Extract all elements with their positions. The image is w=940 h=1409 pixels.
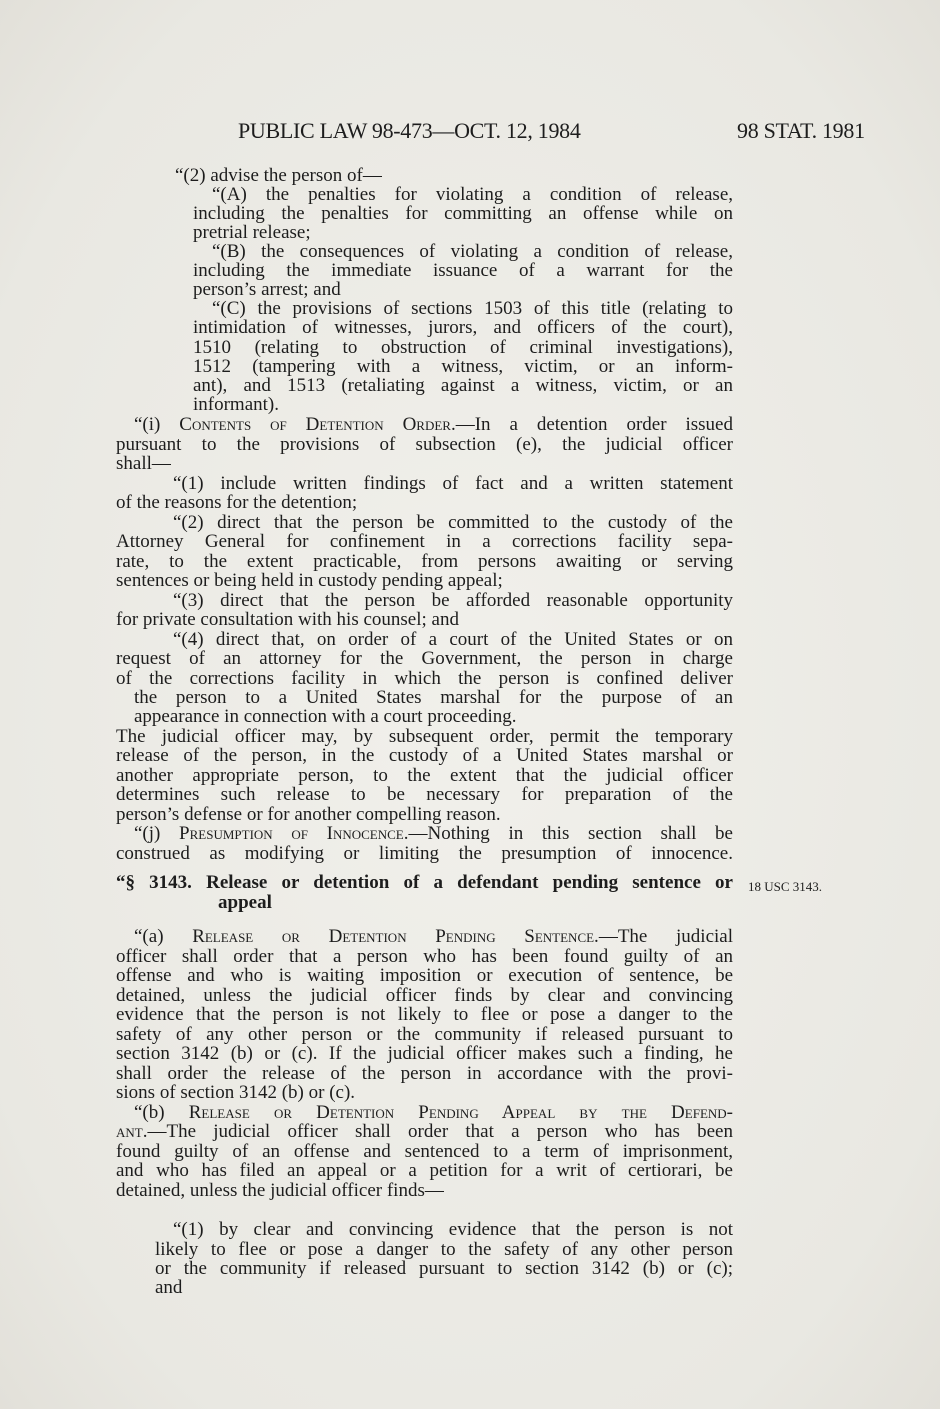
text-segment: “(j) — [134, 823, 180, 844]
text-line — [116, 454, 171, 474]
text-segment: detained, unless the judicial officer finds— — [116, 1180, 444, 1201]
text-segment: “(3) direct that the person be afforded reasonable opportunity — [173, 590, 733, 611]
text-line — [116, 844, 733, 864]
text-line — [116, 785, 733, 805]
text-segment: sentences or being held in custody pending appeal; — [116, 570, 503, 591]
text-line — [173, 474, 733, 494]
section-heading-line — [218, 893, 272, 913]
running-header-title: PUBLIC LAW 98-473—OCT. 12, 1984 — [238, 118, 581, 143]
text-line — [116, 1044, 733, 1064]
text-segment: including the immediate issuance of a warrant for the — [193, 260, 733, 281]
text-line — [134, 707, 516, 727]
small-caps-heading: Release or Detention Pending Sentence. — [192, 926, 599, 947]
text-segment: “(2) direct that the person be committed to the custody of the — [173, 512, 733, 533]
small-caps-heading: Presumption of Innocence. — [179, 823, 409, 844]
small-caps-heading: ant. — [116, 1121, 148, 1142]
text-line — [173, 630, 733, 650]
text-segment: pursuant to the provisions of subsection (e), the judicial officer — [116, 434, 733, 455]
text-line — [116, 947, 733, 967]
text-line — [193, 280, 341, 300]
text-line — [116, 1142, 733, 1162]
small-caps-heading: Contents of Detention Order. — [179, 414, 456, 435]
text-line — [173, 513, 733, 533]
text-segment: safety of any other person or the community if released pursuant to — [116, 1024, 733, 1045]
text-line — [116, 649, 733, 669]
section-heading-line — [116, 873, 733, 893]
text-line — [193, 376, 733, 396]
text-segment: rate, to the extent practicable, from persons awaiting or serving — [116, 551, 733, 572]
text-segment: “(i) — [134, 414, 180, 435]
text-segment: informant). — [193, 394, 280, 415]
text-line — [116, 1005, 733, 1025]
text-segment: release of the person, in the custody of a United States marshal or — [116, 745, 733, 766]
text-segment: intimidation of witnesses, jurors, and officers of the court), — [193, 317, 733, 338]
text-line — [116, 1161, 733, 1181]
text-line — [173, 1220, 733, 1240]
text-segment: —The judicial — [598, 926, 733, 947]
text-segment: shall— — [116, 453, 171, 474]
text-segment: “(1) by clear and convincing evidence that the person is not — [173, 1219, 733, 1240]
small-caps-heading: Release or Detention Pending Appeal by the Defend- — [188, 1102, 733, 1123]
text-segment: person’s defense or for another compelling reason. — [116, 804, 501, 825]
text-segment: “(1) include written findings of fact and a written statement — [173, 473, 733, 494]
text-segment: of the reasons for the detention; — [116, 492, 358, 513]
margin-note: 18 USC 3143. — [748, 879, 823, 894]
text-segment: —In a detention order issued — [455, 414, 733, 435]
text-line — [116, 571, 503, 591]
text-segment: of the corrections facility in which the person is confined deliver — [116, 668, 733, 689]
text-segment: 1512 (tampering with a witness, victim, or an inform- — [193, 356, 733, 377]
text-line — [193, 395, 279, 415]
text-segment: another appropriate person, to the extent that the judicial officer — [116, 765, 733, 786]
text-segment: determines such release to be necessary for preparation of the — [116, 784, 733, 805]
text-line — [173, 591, 733, 611]
text-segment: ant), and 1513 (retaliating against a witness, victim, or an — [193, 375, 733, 396]
text-segment: construed as modifying or limiting the presumption of innocence. — [116, 843, 733, 864]
text-segment: “(C) the provisions of sections 1503 of this title (relating to — [212, 298, 733, 319]
text-segment: offense and who is waiting imposition or execution of sentence, be — [116, 965, 733, 986]
text-line — [155, 1278, 182, 1298]
text-line — [134, 824, 733, 844]
text-line — [116, 552, 733, 572]
text-line — [193, 261, 733, 281]
page-number: 98 STAT. 1981 — [737, 118, 865, 143]
text-line — [116, 1083, 355, 1103]
text-line — [193, 318, 733, 338]
text-line — [212, 242, 733, 262]
text-segment: “(4) direct that, on order of a court of the United States or on — [173, 629, 733, 650]
text-segment: appeal — [218, 892, 272, 913]
text-line — [134, 1103, 733, 1123]
text-segment: —Nothing in this section shall be — [408, 823, 733, 844]
text-segment: section 3142 (b) or (c). If the judicial officer makes such a finding, he — [116, 1043, 733, 1064]
text-segment: and — [155, 1277, 183, 1298]
text-segment: pretrial release; — [193, 222, 311, 243]
text-line — [175, 166, 382, 186]
text-line — [116, 1064, 733, 1084]
text-line — [116, 727, 733, 747]
text-line — [212, 185, 733, 205]
text-line — [116, 669, 733, 689]
text-segment: “(a) — [134, 926, 193, 947]
text-line — [193, 223, 311, 243]
text-segment: “(2) advise the person of— — [175, 165, 382, 186]
text-line — [116, 766, 733, 786]
text-segment: —The judicial officer shall order that a person who has been — [147, 1121, 733, 1142]
text-segment: for private consultation with his counsel; and — [116, 609, 459, 630]
text-line — [116, 435, 733, 455]
text-line — [116, 746, 733, 766]
text-segment: person’s arrest; and — [193, 279, 341, 300]
text-line — [116, 1025, 733, 1045]
text-segment: evidence that the person is not likely to flee or pose a danger to the — [116, 1004, 733, 1025]
text-segment: “(A) the penalties for violating a condition of release, — [212, 184, 733, 205]
text-segment: 1510 (relating to obstruction of criminal investigations), — [193, 337, 733, 358]
text-line — [193, 338, 733, 358]
text-segment: found guilty of an offense and sentenced to a term of imprisonment, — [116, 1141, 733, 1162]
text-line — [155, 1259, 733, 1279]
text-line — [116, 1122, 733, 1142]
text-line — [134, 927, 733, 947]
text-segment: officer shall order that a person who has been found guilty of an — [116, 946, 733, 967]
text-segment: likely to flee or pose a danger to the safety of any other person — [155, 1239, 733, 1260]
text-segment: “§ 3143. Release or detention of a defendant pending sentence or — [116, 872, 733, 893]
text-segment: including the penalties for committing an offense while on — [193, 203, 733, 224]
text-segment: the person to a United States marshal for the purpose of an — [134, 687, 733, 708]
text-line — [134, 688, 733, 708]
text-segment: and who has filed an appeal or a petition for a writ of certiorari, be — [116, 1160, 733, 1181]
text-line — [116, 1181, 444, 1201]
text-segment: request of an attorney for the Government, the person in charge — [116, 648, 733, 669]
text-line — [116, 986, 733, 1006]
text-line — [193, 357, 733, 377]
text-line — [134, 415, 733, 435]
text-segment: appearance in connection with a court proceeding. — [134, 706, 517, 727]
text-segment: detained, unless the judicial officer finds by clear and convincing — [116, 985, 733, 1006]
text-line — [116, 805, 501, 825]
text-line — [212, 299, 733, 319]
text-line — [155, 1240, 733, 1260]
text-line — [116, 532, 733, 552]
text-segment: or the community if released pursuant to section 3142 (b) or (c); — [155, 1258, 733, 1279]
text-segment: The judicial officer may, by subsequent order, permit the temporary — [116, 726, 733, 747]
text-segment: sions of section 3142 (b) or (c). — [116, 1082, 356, 1103]
text-segment: “(B) the consequences of violating a condition of release, — [212, 241, 733, 262]
text-segment: shall order the release of the person in accordance with the provi- — [116, 1063, 733, 1084]
text-segment: Attorney General for confinement in a corrections facility sepa- — [116, 531, 733, 552]
text-line — [193, 204, 733, 224]
text-segment: “(b) — [134, 1102, 189, 1123]
text-line — [116, 966, 733, 986]
text-line — [116, 493, 357, 513]
text-line — [116, 610, 459, 630]
